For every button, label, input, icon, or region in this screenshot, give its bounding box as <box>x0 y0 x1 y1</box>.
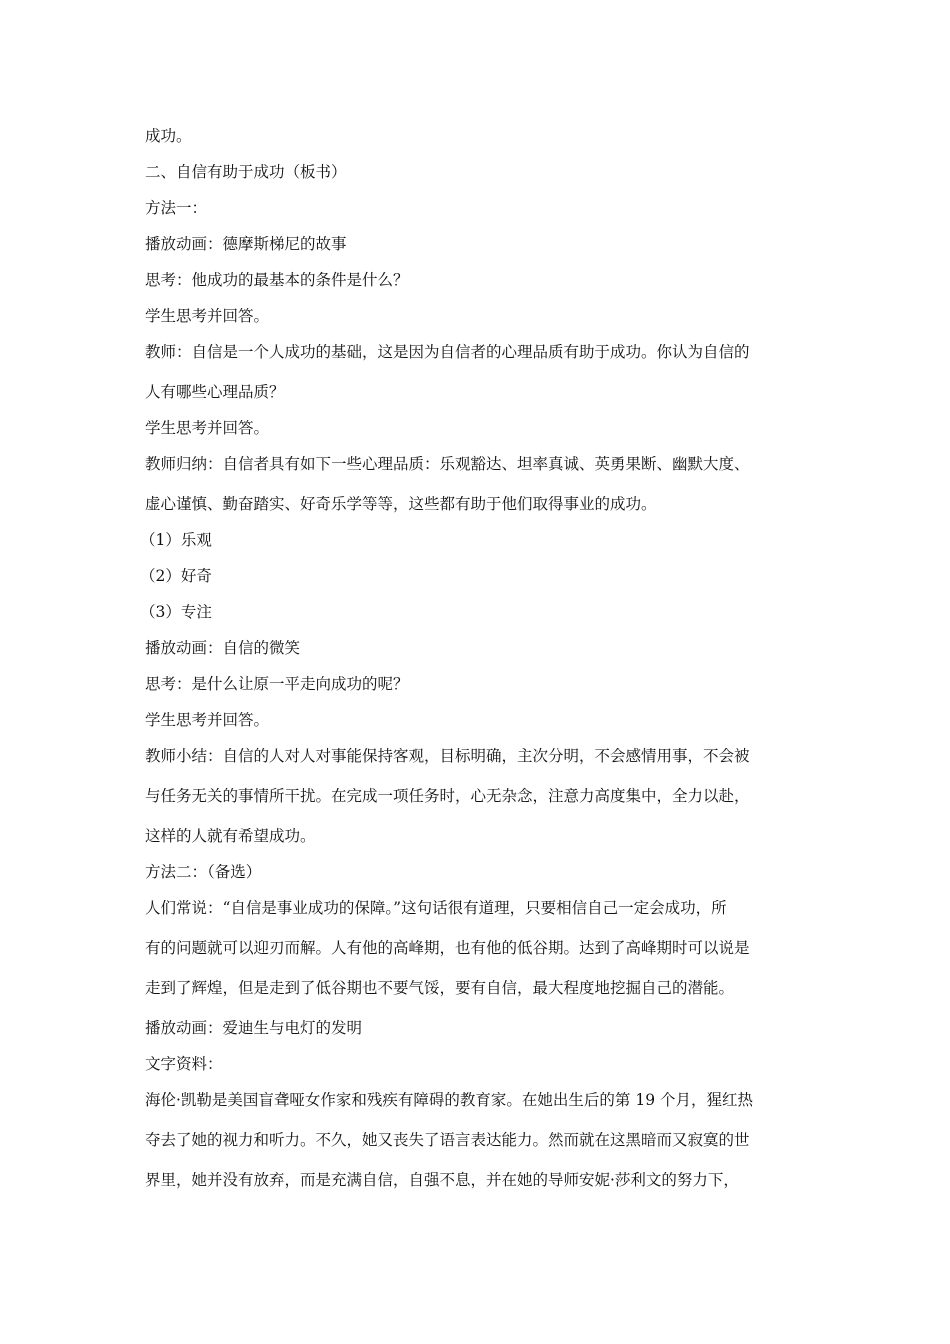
text-line: 有的问题就可以迎刃而解。人有他的高峰期，也有他的低谷期。达到了高峰期时可以说是 <box>145 939 750 957</box>
text-line: 人有哪些心理品质？ <box>145 383 285 401</box>
text-line: 学生思考并回答。 <box>145 419 270 437</box>
text-line: 成功。 <box>145 127 192 145</box>
text-line: 教师归纳：自信者具有如下一些心理品质：乐观豁达、坦率真诚、英勇果断、幽默大度、 <box>145 455 750 473</box>
text-line: 播放动画：德摩斯梯尼的故事 <box>145 235 347 253</box>
list-item: （1）乐观 <box>140 531 212 549</box>
text-line: 海伦·凯勒是美国盲聋哑女作家和残疾有障碍的教育家。在她出生后的第 19 个月，猩红热 <box>145 1091 754 1109</box>
text-line: 夺去了她的视力和听力。不久，她又丧失了语言表达能力。然而就在这黑暗而又寂寞的世 <box>145 1131 750 1149</box>
text-line: 虚心谨慎、勤奋踏实、好奇乐学等等，这些都有助于他们取得事业的成功。 <box>145 495 657 513</box>
text-line: 思考：他成功的最基本的条件是什么？ <box>145 271 409 289</box>
text-line: 播放动画：爱迪生与电灯的发明 <box>145 1019 363 1037</box>
text-line: 方法一： <box>145 199 208 217</box>
text-line: 教师：自信是一个人成功的基础，这是因为自信者的心理品质有助于成功。你认为自信的 <box>145 343 750 361</box>
text-line: 与任务无关的事情所干扰。在完成一项任务时，心无杂念，注意力高度集中，全力以赴， <box>145 787 750 805</box>
text-line: 思考：是什么让原一平走向成功的呢？ <box>145 675 409 693</box>
text-line: 学生思考并回答。 <box>145 711 270 729</box>
text-line: 界里，她并没有放弃，而是充满自信，自强不息，并在她的导师安妮·莎利文的努力下， <box>145 1171 739 1189</box>
text-line: 教师小结：自信的人对人对事能保持客观，目标明确，主次分明，不会感情用事，不会被 <box>145 747 750 765</box>
text-line: 文字资料： <box>145 1055 223 1073</box>
text-line: 播放动画：自信的微笑 <box>145 639 301 657</box>
text-line: 方法二：（备选） <box>145 863 262 881</box>
list-item: （2）好奇 <box>140 567 212 585</box>
section-heading: 二、自信有助于成功（板书） <box>145 163 347 181</box>
text-line: 走到了辉煌，但是走到了低谷期也不要气馁，要有自信，最大程度地挖掘自己的潜能。 <box>145 979 735 997</box>
list-item: （3）专注 <box>140 603 212 621</box>
text-line: 人们常说：“自信是事业成功的保障。”这句话很有道理，只要相信自己一定会成功，所 <box>145 899 727 917</box>
text-line: 学生思考并回答。 <box>145 307 270 325</box>
text-line: 这样的人就有希望成功。 <box>145 827 316 845</box>
